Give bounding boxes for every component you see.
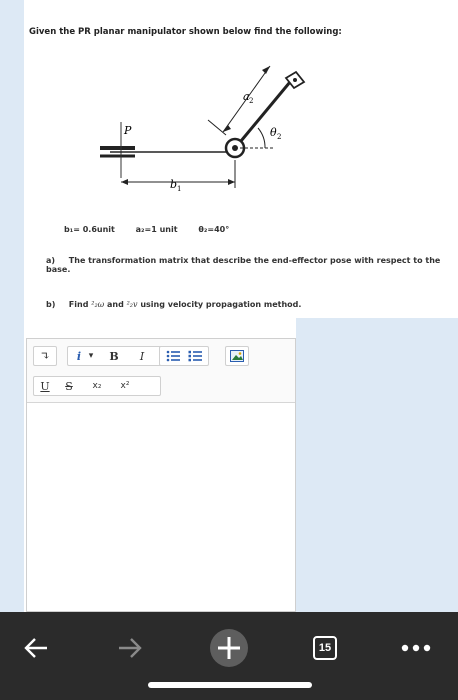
tab-count: 15	[313, 636, 337, 660]
end-effector-dot	[293, 78, 297, 82]
left-gutter	[0, 0, 24, 612]
back-button[interactable]	[14, 626, 58, 670]
bold-button[interactable]: B	[109, 349, 119, 363]
part-b-text-1: Find	[68, 300, 89, 309]
back-arrow-icon	[23, 637, 49, 659]
subscript-button[interactable]: x₂	[92, 381, 102, 391]
editor-toolbar	[27, 339, 295, 403]
plus-icon	[209, 628, 249, 668]
right-gutter	[296, 318, 458, 612]
part-a	[46, 256, 458, 274]
question-card	[24, 0, 458, 318]
editor-text-area[interactable]	[27, 404, 295, 611]
part-b-text-3: using velocity propagation method.	[140, 300, 302, 309]
tabs-button[interactable]	[303, 626, 347, 670]
label-a2-sub: 2	[249, 97, 254, 105]
superscript-button[interactable]: x²	[120, 381, 130, 391]
pr-manipulator-diagram	[90, 60, 330, 200]
more-dots-icon	[401, 644, 431, 652]
new-tab-button[interactable]	[207, 626, 251, 670]
b1-arrow-right	[228, 179, 235, 185]
forward-arrow-icon	[117, 637, 143, 659]
italic-button[interactable]: I	[139, 349, 145, 363]
underline-button[interactable]: U	[40, 379, 50, 393]
part-b-label: b)	[46, 300, 56, 309]
param-a2: a₂=1 unit	[135, 225, 178, 234]
a2-arrow-top	[262, 66, 270, 74]
question-title: Given the PR planar manipulator shown below find the following:	[29, 27, 342, 37]
label-b1: b	[170, 178, 178, 191]
part-b-text-2: and	[106, 300, 124, 309]
info-button[interactable]: i	[76, 349, 82, 363]
part-b-omega: ²₂ω	[91, 300, 105, 309]
a2-extension-lower	[208, 120, 226, 135]
part-a-text: The transformation matrix that describe the end-effector pose with respect to the base.	[46, 256, 441, 274]
label-b1-sub: 1	[177, 185, 182, 193]
label-theta2-sub: 2	[277, 133, 282, 141]
home-indicator[interactable]	[148, 682, 312, 688]
forward-button[interactable]	[108, 626, 152, 670]
bulleted-list-button[interactable]	[163, 347, 183, 365]
strikethrough-button[interactable]: S	[65, 379, 73, 393]
part-b	[46, 300, 301, 309]
revolute-joint-center	[232, 145, 238, 151]
answer-editor	[26, 338, 296, 612]
part-b-v: ²₂v	[126, 300, 138, 309]
parameters	[64, 225, 247, 234]
format-button[interactable]: ↴	[39, 349, 51, 363]
numbered-list-button[interactable]	[185, 347, 205, 365]
more-menu-button[interactable]	[394, 626, 438, 670]
numbered-list-icon	[188, 350, 202, 362]
label-theta2: θ	[270, 126, 277, 139]
param-b1: b₁= 0.6unit	[64, 225, 115, 234]
b1-arrow-left	[121, 179, 128, 185]
info-dropdown-caret[interactable]: ▾	[88, 351, 94, 361]
label-a2: a	[243, 90, 250, 103]
bulleted-list-icon	[166, 350, 180, 362]
insert-image-button[interactable]	[227, 347, 247, 365]
theta-arc	[258, 128, 265, 148]
image-icon	[230, 350, 244, 362]
param-theta2: θ₂=40°	[198, 225, 230, 234]
part-a-label: a)	[46, 256, 56, 265]
label-p: P	[124, 124, 132, 137]
